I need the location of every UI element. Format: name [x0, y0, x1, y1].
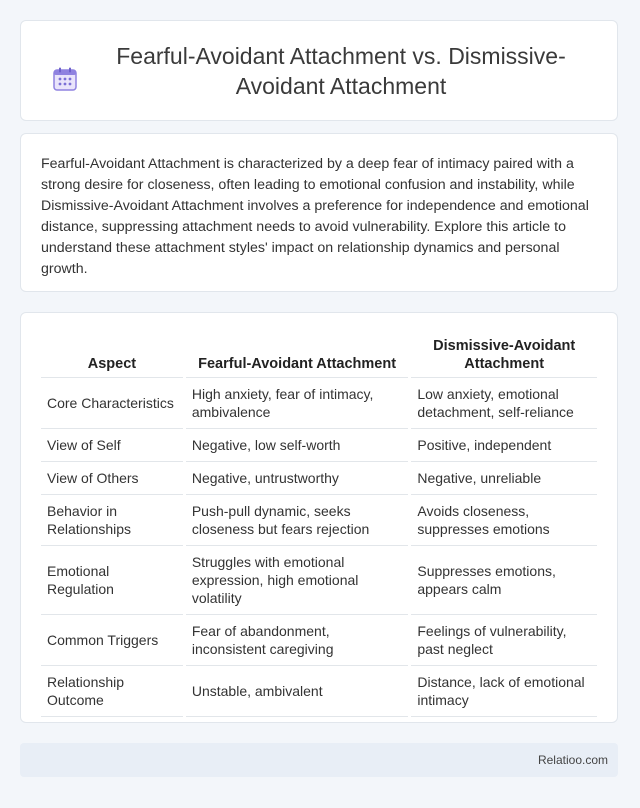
fearful-cell: High anxiety, fear of intimacy, ambivalence	[184, 378, 410, 429]
dismissive-cell: Feelings of vulnerability, past neglect	[410, 615, 597, 666]
calendar-icon	[52, 66, 78, 92]
table-row	[41, 666, 597, 717]
column-header-fearful: Fearful-Avoidant Attachment	[184, 333, 410, 378]
fearful-cell: Fear of abandonment, inconsistent caregiving	[184, 615, 410, 666]
aspect-cell: Core Characteristics	[41, 378, 184, 429]
comparison-table	[41, 333, 597, 717]
comparison-card	[20, 312, 618, 723]
table-row	[41, 378, 597, 429]
fearful-cell: Negative, untrustworthy	[184, 462, 410, 495]
table-row	[41, 462, 597, 495]
fearful-cell: Negative, low self-worth	[184, 429, 410, 462]
table-row	[41, 429, 597, 462]
footer-bar	[20, 743, 618, 777]
aspect-cell: Common Triggers	[41, 615, 184, 666]
intro-card	[20, 133, 618, 292]
page-title: Fearful-Avoidant Attachment vs. Dismissive-Avoidant Attachment	[116, 42, 566, 99]
header-card	[20, 20, 618, 121]
aspect-cell: View of Self	[41, 429, 184, 462]
table-row	[41, 546, 597, 615]
aspect-cell: Emotional Regulation	[41, 546, 184, 615]
dismissive-cell: Negative, unreliable	[410, 462, 597, 495]
dismissive-cell: Low anxiety, emotional detachment, self-reliance	[410, 378, 597, 429]
dismissive-cell: Distance, lack of emotional intimacy	[410, 666, 597, 717]
dismissive-cell: Positive, independent	[410, 429, 597, 462]
column-header-aspect: Aspect	[87, 356, 137, 372]
table-header-row	[41, 333, 597, 378]
fearful-cell: Unstable, ambivalent	[184, 666, 410, 717]
aspect-cell: View of Others	[41, 462, 184, 495]
fearful-cell: Struggles with emotional expression, high emotional volatility	[184, 546, 410, 615]
table-row	[41, 615, 597, 666]
intro-paragraph: Fearful-Avoidant Attachment is characterized by a deep fear of intimacy paired with a strong desire for closeness, often leading to emotional confusion and instability, while Dismissive-Avoidant Attachment involves a preference for independence and emotional distance, suppressing attachment needs to avoid vulnerability. Explore this article to understand these attachment styles' impact on relationship dynamics and personal growth.	[41, 156, 589, 277]
aspect-cell: Relationship Outcome	[41, 666, 184, 717]
fearful-cell: Push-pull dynamic, seeks closeness but fears rejection	[184, 495, 410, 546]
title-row	[21, 41, 617, 101]
dismissive-cell: Suppresses emotions, appears calm	[410, 546, 597, 615]
table-row	[41, 495, 597, 546]
aspect-cell: Behavior in Relationships	[41, 495, 184, 546]
column-header-dismissive: Dismissive-Avoidant Attachment	[410, 333, 597, 378]
footer-brand[interactable]: Relatioo.com	[537, 753, 608, 767]
dismissive-cell: Avoids closeness, suppresses emotions	[410, 495, 597, 546]
